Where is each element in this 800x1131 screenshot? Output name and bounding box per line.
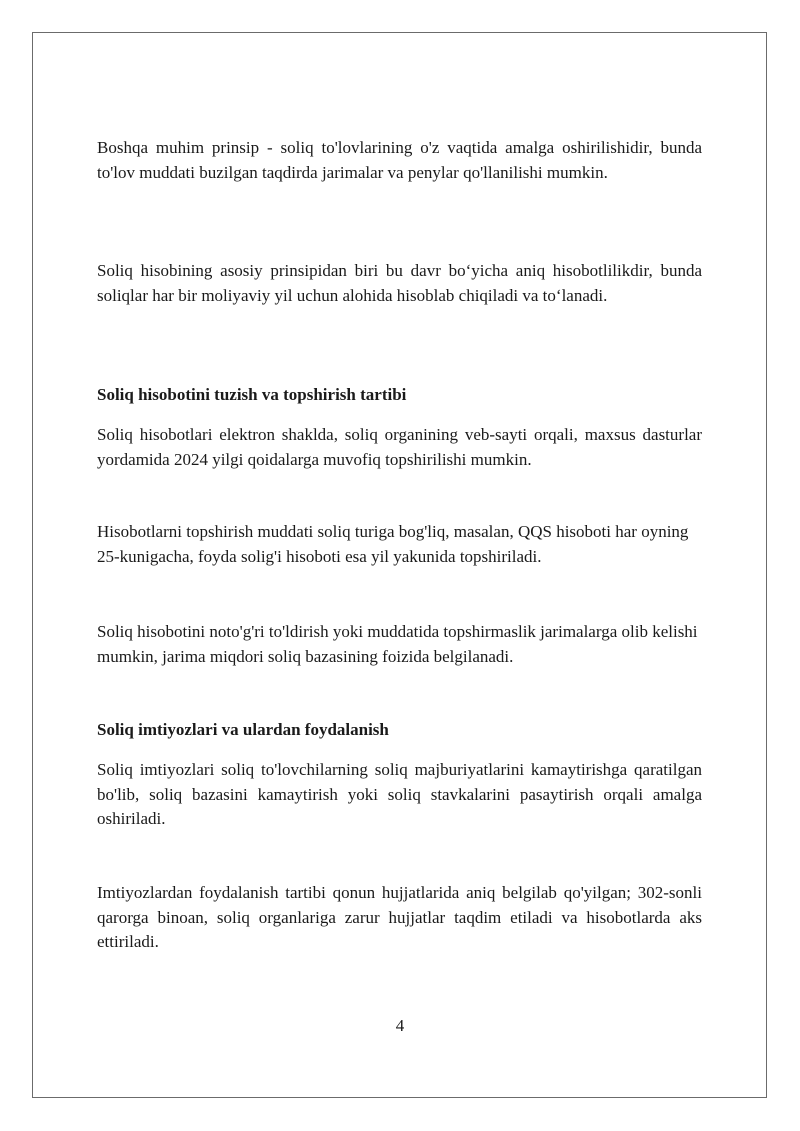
page-number: 4 [395,1016,405,1035]
paragraph-filing-deadlines: Hisobotlarni topshirish muddati soliq turiga bog'liq, masalan, QQS hisoboti har oyning 25-kunigacha, foyda solig'i hisoboti esa yil yakunida topshiriladi. [97,522,689,566]
paragraph-tax-benefits-definition: Soliq imtiyozlari soliq to'lovchilarning soliq majburiyatlarini kamaytirishga qaratilgan bo'lib, soliq bazasini kamaytirish yoki soliq stavkalarini pasaytirish orqali amalga oshiriladi. [97,760,702,828]
paragraph-filing-penalties: Soliq hisobotini noto'g'ri to'ldirish yoki muddatida topshirmaslik jarimalarga olib kelishi mumkin, jarima miqdori soliq bazasining foizida belgilanadi. [97,622,698,666]
paragraph-period-reporting: Soliq hisobining asosiy prinsipidan biri bu davr bo‘yicha aniq hisobotlilikdir, bunda soliqlar har bir moliyaviy yil uchun alohida hisoblab chiqiladi va to‘lanadi. [97,261,702,305]
paragraph-electronic-filing: Soliq hisobotlari elektron shaklda, soliq organining veb-sayti orqali, maxsus dasturlar yordamida 2024 yilgi qoidalarga muvofiq topshirilishi mumkin. [97,425,702,469]
section-heading-report-filing: Soliq hisobotini tuzish va topshirish tartibi [97,385,407,404]
section-heading-tax-benefits: Soliq imtiyozlari va ulardan foydalanish [97,720,389,739]
paragraph-timely-payment: Boshqa muhim prinsip - soliq to'lovlarining o'z vaqtida amalga oshirilishidir, bunda to'lov muddati buzilgan taqdirda jarimalar va penylar qo'llanilishi mumkin. [97,138,702,182]
paragraph-tax-benefits-procedure: Imtiyozlardan foydalanish tartibi qonun hujjatlarida aniq belgilab qo'yilgan; 302-sonli qarorga binoan, soliq organlariga zarur hujjatlar taqdim etiladi va hisobotlarda aks ettiriladi. [97,883,702,951]
